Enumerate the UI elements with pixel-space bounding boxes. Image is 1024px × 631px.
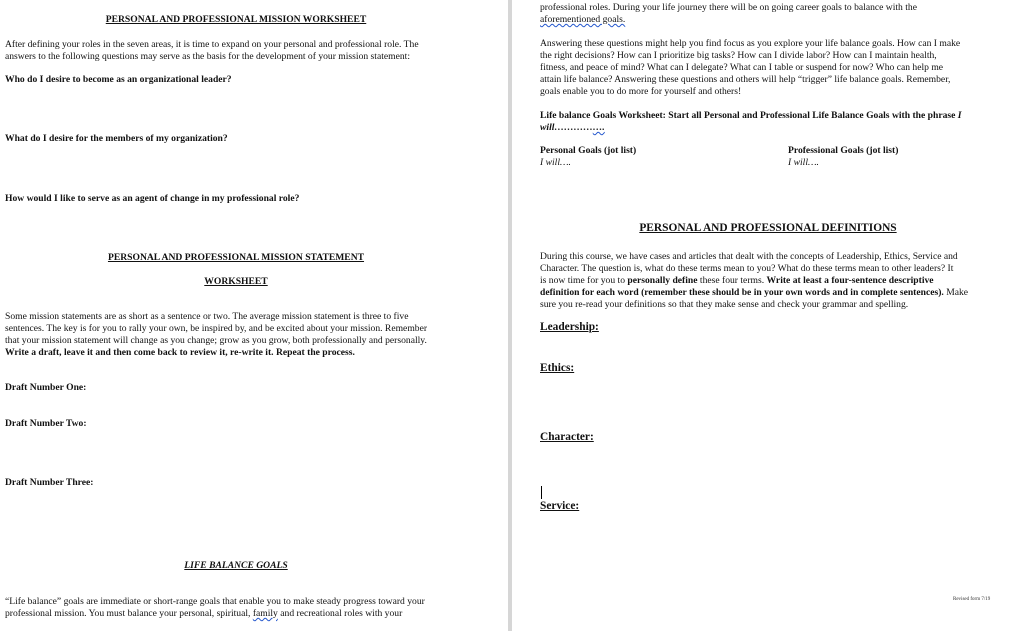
definitions-text-line: During this course, we have cases and articles that dealt with the concepts of Leadership, Ethics, Service and: [540, 251, 958, 262]
intro-text-line: answers to the following questions may serve as the basis for the development of your mission statement:: [5, 51, 410, 62]
life-balance-text-line: “Life balance” goals are immediate or short-range goals that enable you to make steady progress toward your: [5, 596, 425, 607]
revised-form-note: Revised form 7/19: [953, 597, 991, 602]
definitions-text-line: definition for each word (remember these should be in your own words and in complete sentences). Make: [540, 287, 969, 298]
definitions-text-line: is now time for you to personally define these four terms. Write at least a four-sentence descriptive: [540, 275, 934, 286]
personal-goals-placeholder[interactable]: I will….: [540, 157, 571, 168]
questions-text-line: attain life balance? Answering these questions and others will help “trigger” life balance goals. Remember,: [540, 74, 951, 85]
questions-text-line: fitness, and peace of mind? What can I delegate? What can I table or suspend for now? Who can help me: [540, 62, 944, 73]
mission-text-line: that your mission statement will change as you change; grow as you grow, both professionally and personally.: [5, 335, 427, 346]
document-page-right: [512, 0, 1024, 631]
professional-goals-label: Professional Goals (jot list): [788, 145, 899, 156]
heading-mission-worksheet: PERSONAL AND PROFESSIONAL MISSION WORKSHEET: [105, 14, 367, 25]
text-cursor[interactable]: [541, 486, 542, 499]
draft-number-two-label: Draft Number Two:: [5, 418, 87, 429]
question-agent-of-change: How would I like to serve as an agent of change in my professional role?: [5, 193, 300, 204]
document-page-left: [0, 0, 508, 631]
worksheet-instruction: Life balance Goals Worksheet: Start all Personal and Professional Life Balance Goals with the phrase I: [540, 110, 962, 121]
questions-text-line: Answering these questions might help you find focus as you explore your life balance goals. How can I make: [540, 38, 961, 49]
definitions-text-line: Character. The question is, what do these terms mean to you? What do these terms mean to other leaders? It: [540, 263, 954, 274]
life-balance-text-line: professional mission. You must balance your personal, spiritual, family and recreational roles with your: [5, 608, 403, 619]
spellcheck-word: aforementioned goals.: [540, 14, 626, 25]
heading-mission-statement: PERSONAL AND PROFESSIONAL MISSION STATEMENT: [107, 252, 365, 263]
heading-mission-statement-worksheet: WORKSHEET: [204, 276, 268, 287]
service-label: Service:: [540, 500, 580, 512]
intro-text-line: After defining your roles in the seven areas, it is time to expand on your personal and professional role. The: [5, 39, 419, 50]
mission-instruction: Write a draft, leave it and then come back to review it, re-write it. Repeat the process.: [5, 347, 355, 358]
questions-text-line: goals enable you to do more for yourself and others!: [540, 86, 742, 97]
ethics-label: Ethics:: [540, 362, 575, 374]
heading-definitions: PERSONAL AND PROFESSIONAL DEFINITIONS: [639, 222, 897, 234]
worksheet-instruction: will…………….: [540, 122, 605, 133]
leadership-label: Leadership:: [540, 321, 599, 333]
mission-text-line: sentences. The key is for you to rally your own, be inspired by, and be excited about your mission. Remember: [5, 323, 428, 334]
questions-text-line: the right decisions? How can I prioritize big tasks? How can I divide labor? How can I maintain health,: [540, 50, 937, 61]
heading-life-balance-goals: LIFE BALANCE GOALS: [184, 560, 288, 571]
spellcheck-word: family: [252, 608, 278, 619]
character-label: Character:: [540, 431, 594, 443]
draft-number-one-label: Draft Number One:: [5, 382, 87, 393]
question-organization-members: What do I desire for the members of my organization?: [5, 133, 228, 144]
text-line: [540, 14, 625, 26]
draft-number-three-label: Draft Number Three:: [5, 477, 94, 488]
personal-goals-label: Personal Goals (jot list): [540, 145, 637, 156]
definitions-text-line: sure you re-read your definitions so that they make sense and check your grammar and spelling.: [540, 299, 909, 310]
text-line: professional roles. During your life journey there will be on going career goals to balance with the: [540, 2, 917, 13]
mission-text-line: Some mission statements are as short as a sentence or two. The average mission statement is three to five: [5, 311, 409, 322]
professional-goals-placeholder[interactable]: I will….: [788, 157, 819, 168]
question-organizational-leader: Who do I desire to become as an organizational leader?: [5, 74, 232, 85]
